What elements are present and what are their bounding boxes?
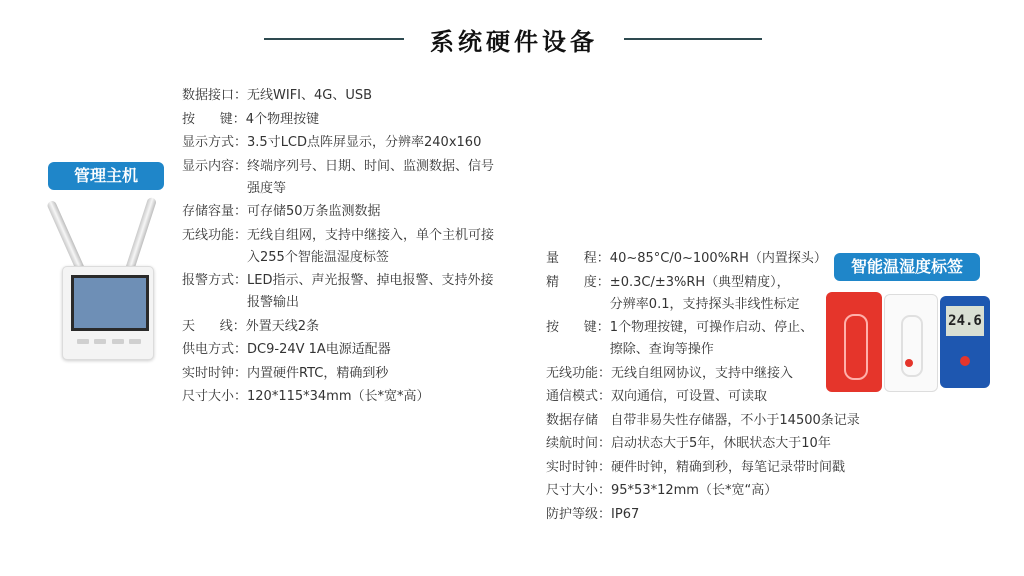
spec-value: 95*53*12mm（长*宽“高） (611, 483, 778, 498)
spec-row (182, 156, 522, 200)
spec-value: 可存储50万条监测数据 (247, 204, 381, 219)
spec-key: 无线功能： (546, 365, 612, 381)
tag-slot (901, 315, 923, 377)
spec-row (182, 109, 522, 131)
spec-value: 3.5寸LCD点阵屏显示，分辨率240x160 (247, 135, 482, 150)
spec-key: 量 程： (546, 251, 610, 266)
spec-value: 4个物理按键 (245, 111, 320, 127)
spec-value: 硬件时钟，精确到秒，每笔记录带时间戳 (611, 459, 846, 475)
spec-key: 续航时间： (546, 436, 612, 451)
spec-key: 防护等级： (546, 506, 612, 522)
spec-key: 天 线： (182, 318, 246, 334)
spec-value: LED指示、声光报警、掉电报警、支持外接 报警输出 (247, 273, 494, 310)
spec-key: 数据存储 (546, 412, 611, 428)
spec-value: 无线自组网协议，支持中继接入 (611, 365, 794, 381)
spec-row (182, 339, 522, 361)
spec-row (546, 317, 876, 361)
spec-key: 无线功能： (182, 227, 248, 243)
title-divider-right (624, 38, 762, 40)
spec-value: 无线自组网，支持中继接入，单个主机可接 入255个智能温湿度标签 (247, 227, 495, 265)
host-buttons (77, 339, 141, 345)
spec-key: 精 度： (546, 274, 610, 290)
spec-value: 120*115*34mm（长*宽*高） (247, 389, 430, 404)
spec-key: 报警方式： (182, 273, 248, 288)
host-body (62, 266, 154, 360)
spec-row (546, 480, 876, 502)
spec-value: 内置硬件RTC，精确到秒 (247, 365, 389, 381)
spec-row (182, 85, 522, 107)
spec-key: 通信模式： (546, 389, 612, 404)
spec-key: 实时时钟： (546, 459, 612, 475)
spec-row (546, 433, 876, 455)
antenna-left (46, 200, 87, 277)
tag-button-dot (905, 359, 913, 367)
spec-row (546, 410, 876, 432)
spec-value: 外置天线2条 (245, 318, 320, 334)
host-button (112, 339, 124, 344)
host-button (94, 339, 106, 344)
spec-value: ±0.3C/±3%RH（典型精度）， 分辨率0.1，支持探头非线性标定 (609, 274, 800, 312)
host-button (77, 339, 89, 344)
spec-value: 终端序列号、日期、时间、监测数据、信号 强度等 (247, 158, 495, 196)
spec-row (546, 248, 876, 270)
tag-lcd-reading: 24.6 (946, 306, 984, 336)
spec-value: 无线WIFI、4G、USB (247, 88, 373, 103)
spec-row (546, 457, 876, 479)
spec-row (182, 316, 522, 338)
white-tag-device (884, 294, 938, 392)
antenna-right (124, 197, 157, 276)
spec-key: 供电方式： (182, 342, 248, 357)
spec-key: 尺寸大小： (182, 389, 248, 404)
spec-value: 自带非易失性存储器，不小于14500条记录 (610, 412, 860, 428)
spec-row (546, 386, 876, 408)
page-title: 系统硬件设备 (430, 28, 598, 56)
tag-button-dot (960, 356, 970, 366)
title-divider-left (264, 38, 404, 40)
spec-value: DC9-24V 1A电源适配器 (247, 342, 391, 357)
spec-row (182, 132, 522, 154)
spec-value: 启动状态大于5年，休眠状态大于10年 (611, 436, 831, 451)
spec-key: 实时时钟： (182, 365, 248, 381)
spec-key: 尺寸大小： (546, 483, 612, 498)
spec-row (182, 201, 522, 223)
spec-row (182, 363, 522, 385)
host-badge: 管理主机 (48, 162, 164, 190)
spec-value: 40~85°C/0~100%RH（内置探头） (609, 251, 827, 266)
spec-key: 存储容量： (182, 204, 248, 219)
spec-key: 显示内容： (182, 158, 248, 174)
host-lcd-screen (71, 275, 149, 331)
spec-row (182, 270, 522, 314)
host-button (129, 339, 141, 344)
host-device-image (48, 196, 164, 366)
spec-row (546, 363, 876, 385)
spec-key: 显示方式： (182, 135, 248, 150)
spec-row (182, 225, 522, 269)
spec-key: 数据接口： (182, 88, 248, 103)
spec-value: 1个物理按键，可操作启动、停止、 擦除、查询等操作 (609, 320, 814, 357)
blue-tag-device (940, 296, 990, 388)
spec-value: IP67 (611, 506, 640, 522)
spec-row (546, 272, 876, 316)
spec-row (546, 504, 876, 526)
spec-value: 双向通信，可设置、可读取 (611, 389, 768, 404)
spec-key: 按 键： (182, 111, 246, 127)
spec-key: 按 键： (546, 320, 610, 335)
spec-row (182, 386, 522, 408)
page-header (0, 22, 1024, 58)
host-spec-list (182, 85, 522, 410)
tag-spec-list (546, 248, 876, 527)
tag-badge: 智能温湿度标签 (834, 253, 980, 281)
